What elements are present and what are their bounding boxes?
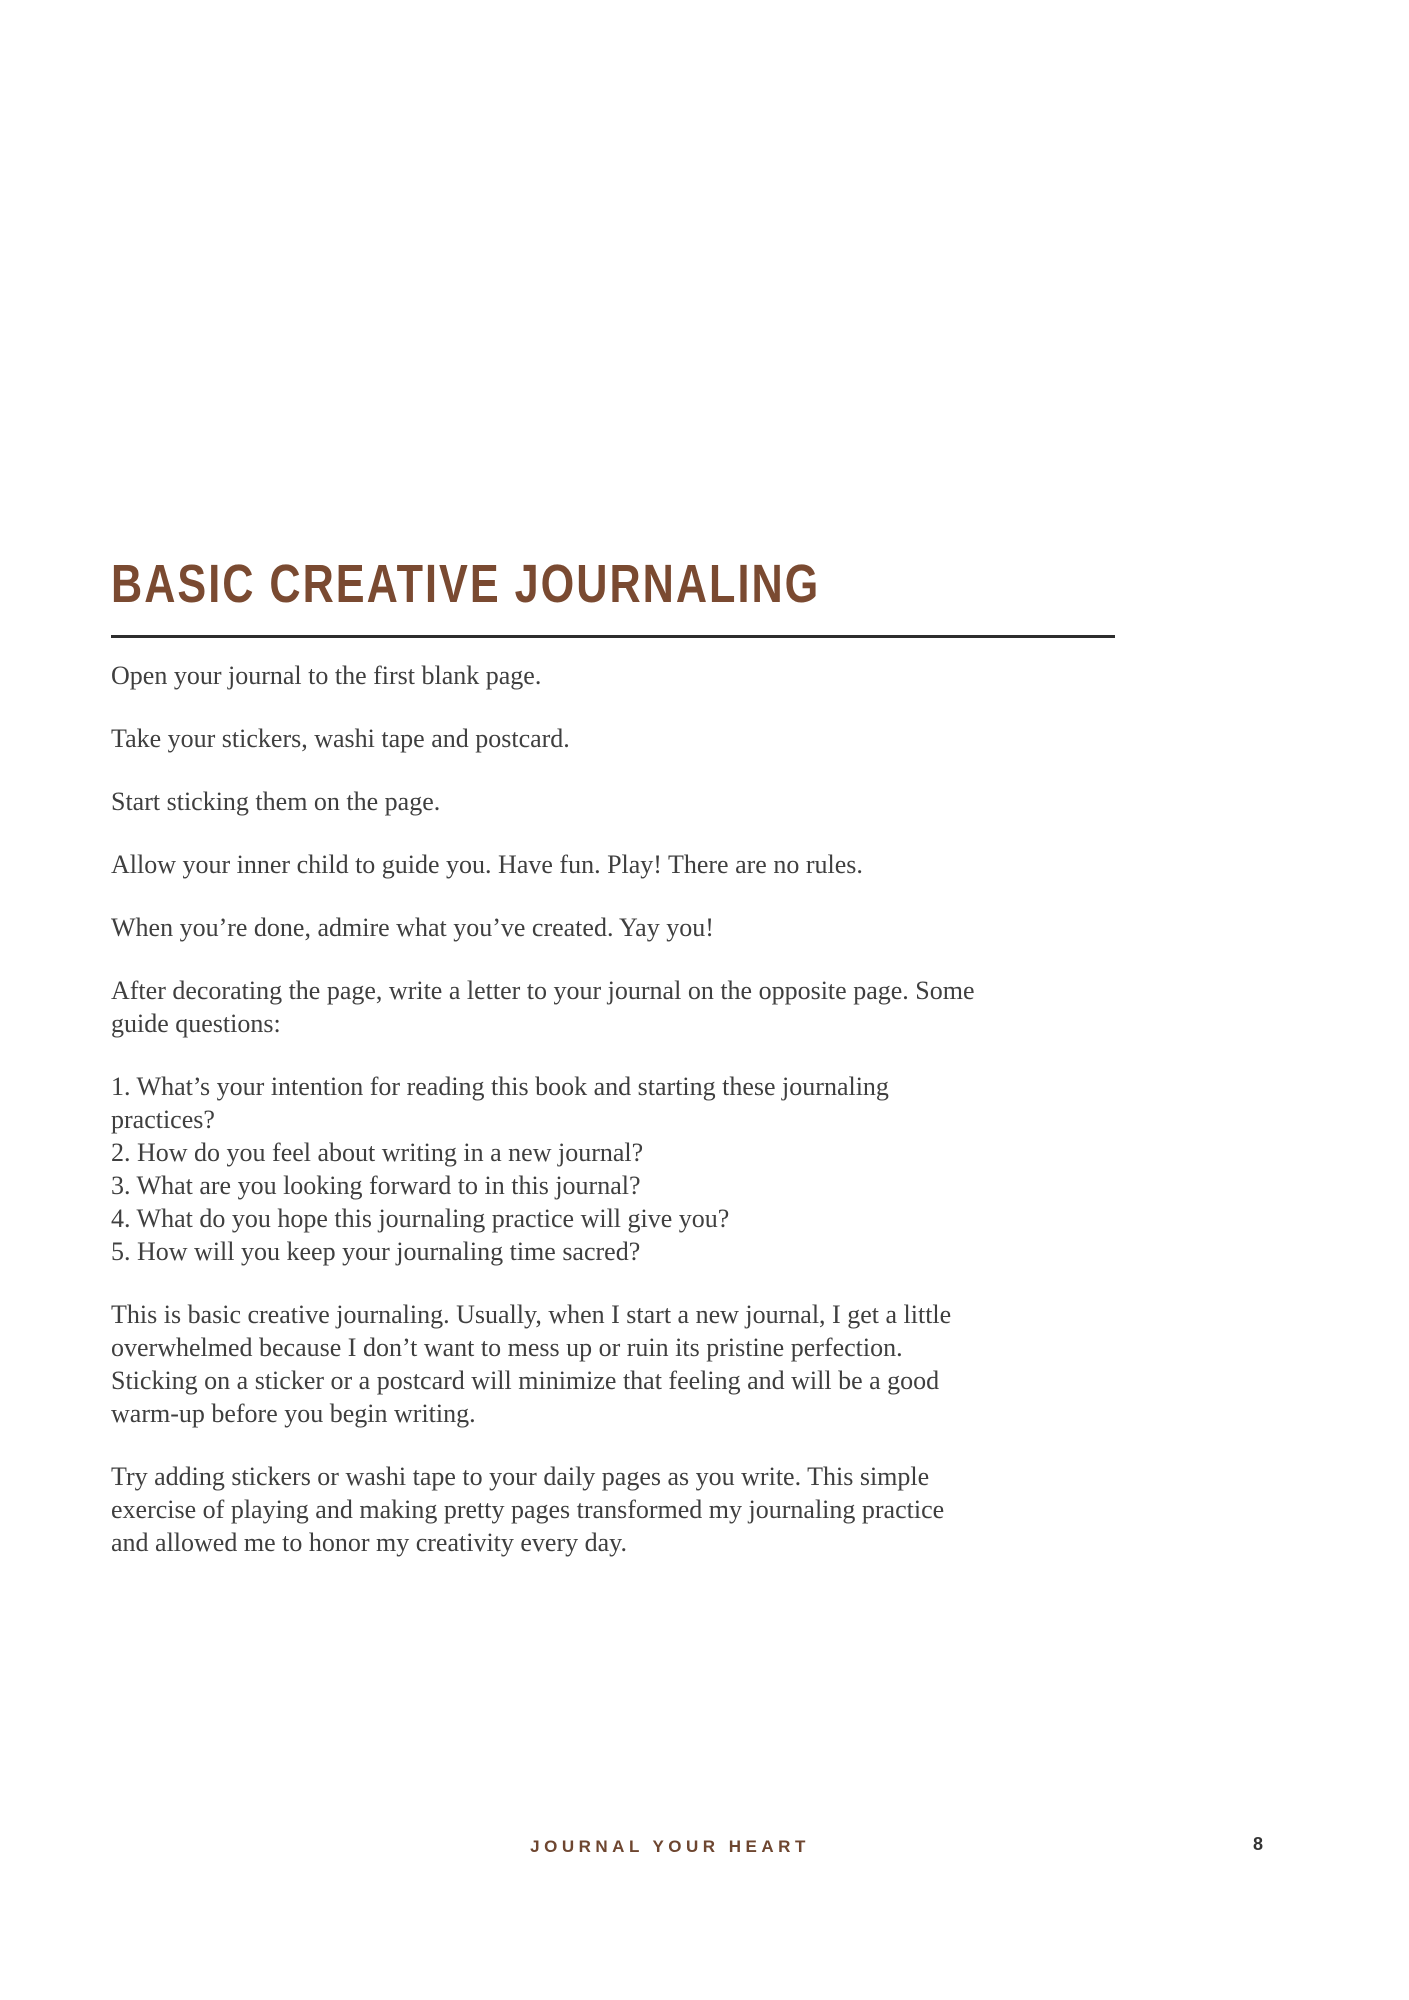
- text-line: guide questions:: [111, 1009, 281, 1038]
- text-line: practices?: [111, 1105, 215, 1134]
- paragraph: [111, 848, 1115, 881]
- text-line: Allow your inner child to guide you. Have fun. Play! There are no rules.: [111, 850, 863, 879]
- paragraph: [111, 785, 1115, 818]
- text-line: Take your stickers, washi tape and postcard.: [111, 724, 570, 753]
- text-line: overwhelmed because I don’t want to mess up or ruin its pristine perfection.: [111, 1333, 903, 1362]
- text-line: Open your journal to the first blank page.: [111, 661, 542, 690]
- text-line: and allowed me to honor my creativity every day.: [111, 1528, 627, 1557]
- paragraph: [111, 911, 1115, 944]
- paragraph: [111, 974, 1115, 1040]
- paragraph: [111, 1298, 1115, 1430]
- text-line: Sticking on a sticker or a postcard will minimize that feeling and will be a good: [111, 1366, 940, 1395]
- text-line: warm-up before you begin writing.: [111, 1399, 476, 1428]
- paragraph: [111, 1070, 1115, 1268]
- text-line: 3. What are you looking forward to in this journal?: [111, 1171, 641, 1200]
- title-underline: [111, 635, 1115, 638]
- text-line: Try adding stickers or washi tape to your daily pages as you write. This simple: [111, 1462, 930, 1491]
- text-line: 5. How will you keep your journaling time sacred?: [111, 1237, 641, 1266]
- text-line: Start sticking them on the page.: [111, 787, 441, 816]
- text-line: After decorating the page, write a letter to your journal on the opposite page. Some: [111, 976, 975, 1005]
- text-line: 4. What do you hope this journaling practice will give you?: [111, 1204, 730, 1233]
- text-line: 2. How do you feel about writing in a new journal?: [111, 1138, 644, 1167]
- paragraph: [111, 722, 1115, 755]
- page-content: [111, 556, 1115, 1589]
- footer-book-title: JOURNAL YOUR HEART: [530, 1837, 810, 1856]
- paragraph: [111, 1460, 1115, 1559]
- text-line: When you’re done, admire what you’ve created. Yay you!: [111, 913, 714, 942]
- text-line: This is basic creative journaling. Usually, when I start a new journal, I get a little: [111, 1300, 952, 1329]
- body-text: [111, 659, 1115, 1559]
- paragraph: [111, 659, 1115, 692]
- text-line: 1. What’s your intention for reading this book and starting these journaling: [111, 1072, 889, 1101]
- page-number: 8: [1253, 1834, 1264, 1854]
- section-title: BASIC CREATIVE JOURNALING: [111, 554, 821, 614]
- text-line: exercise of playing and making pretty pages transformed my journaling practice: [111, 1495, 945, 1524]
